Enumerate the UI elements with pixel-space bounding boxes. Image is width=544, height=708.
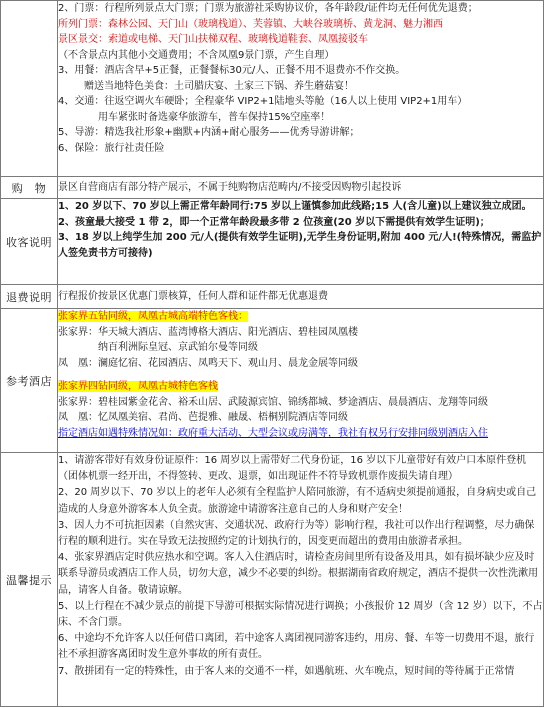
tier1-fenghuang-line: 凤 凰：澜庭忆宿、花园酒店、凤鸣天下、观山月、晨龙金展等同级 — [58, 357, 358, 369]
shopping-label: 购 物 — [1, 177, 58, 199]
tier1-zjj-cont-line: 纳百利洲际皇冠、京武铂尔曼等同级 — [98, 342, 258, 353]
refund-content — [58, 285, 544, 309]
refund-row — [1, 285, 544, 309]
hotel-substitution-note: 指定酒店如遇特殊情况如：政府重大活动、大型会议或房满等，我社有权另行安排同级别酒店入住 — [58, 427, 488, 439]
hotels-content — [58, 309, 544, 453]
transport-line: 4、交通：往返空调火车硬卧；全程豪华 VIP2+1陆地头等舱（16人以上使用 VIP2+1用车） — [58, 96, 468, 107]
guide-line: 5、导游：精选我社形象+幽默+内涵+耐心服务——优秀导游讲解； — [58, 127, 360, 138]
child-rule-line: 2、孩童最大接受 1 带 2，即一个正常年龄段最多带 2 位孩童(20 岁以下需提供有效学生证明)； — [58, 216, 490, 228]
tier2-zjj-line: 张家界：碧桂园紫金花舍、裕禾山居、武陵源宾馆、锦绣都城、梦途酒店、晨晨酒店、龙翔等同级 — [58, 396, 488, 408]
guest-intake-row — [1, 199, 544, 285]
tip-6: 6、中途均不允许客人以任何借口离团，若中途客人离团视同游客违约，用房、餐、车等一切费用不退，旅行社不承担游客离团时发生意外事故的所有责任。 — [58, 633, 535, 661]
tips-label: 温馨提示 — [1, 453, 58, 707]
tip-7: 7、散拼团有一定的特殊性，由于客人来的交通不一样，如遇航班、火车晚点，短时间的等待属于正常情 — [58, 665, 515, 677]
included-fees-label — [1, 1, 58, 177]
refund-text: 行程报价按景区优惠门票核算，任何人群和证件都无优惠退费 — [58, 290, 328, 302]
tip-5: 5、以上行程在不减少景点的前提下导游可根据实际情况进行调换；小孩报价 12 周岁（含 12 岁）以下，不占床、不含门票。 — [58, 600, 543, 629]
hotels-label: 参考酒店 — [1, 309, 58, 453]
hotels-row — [1, 309, 544, 453]
tier2-title: 张家界四钻同级，凤凰古城特色客栈 — [58, 381, 218, 392]
tip-4: 4、张家界酒店定时供应热水和空调。客人入住酒店时，请检查房间里所有设备及用具，如有损坏缺少应及时联系导游员或酒店工作人员，切勿大意，减少不必要的纠纷。根据湖南省政府规定，酒店不提供一次性洗漱用品，请客人自备。敬请谅解。 — [58, 552, 538, 596]
listed-tickets-line: 所列门票：森林公园、天门山（玻璃栈道）、芙蓉镇、大峡谷玻璃桥、黄龙洞、魅力湘西 — [58, 18, 443, 30]
shopping-row — [1, 177, 544, 199]
tip-2: 2、20 周岁以下、70 岁以上的老年人必须有全程监护人陪同旅游，有不适病史须提前通报，自身病史或自己造成的人身意外游客本人负全责。旅游途中请游客注意自己的人身和财产安全！ — [58, 487, 537, 515]
guest-intake-content — [58, 199, 544, 285]
insurance-line: 6、保险：旅行社责任险 — [58, 142, 165, 154]
tier1-title: 张家界五钻同级，凤凰古城高端特色客栈： — [58, 311, 248, 322]
tickets-line: 2、门票：行程所列景点大门票；门票为旅游社采购协议价，各年龄段/证件均无任何优先退费； — [58, 3, 478, 14]
tip-1: 1、请游客带好有效身份证原件：16 周岁以上需带好二代身份证，16 岁以下儿童带好有效户口本原件登机（团体机票一经开出，不得签转、更改、退票，如出现证件不符导致机票作废损失请自理） — [58, 455, 527, 483]
tier1-zjj-line: 张家界：华天城大酒店、蓝湾博格大酒店、阳光酒店、碧桂园凤凰楼 — [58, 326, 358, 338]
free-food-line: 赠送当地特色美食：土司腊庆宴、土家三下锅、养生蘑菇宴！ — [84, 80, 354, 92]
tips-row — [1, 453, 544, 707]
excluded-fees-line: （不含景点内其他小交通费用；不含凤凰9景门票，产生自理） — [58, 49, 335, 61]
student-rule-line: 3、18 岁以上纯学生加 200 元/人(提供有效学生证明),无学生身份证明,附加 400 元/人!(特殊情况，需监护人签免责书方可接待) — [58, 232, 542, 259]
guest-intake-label: 收客说明 — [1, 199, 58, 285]
refund-label: 退费说明 — [1, 285, 58, 309]
age-rule-line: 1、20 岁以下、70 岁以上需正常年龄同行:75 岁以上谨慎参加此线路;15 人(含儿童)以上建议独立成团。 — [58, 201, 532, 212]
tip-3: 3、因人力不可抗拒因素（自然灾害、交通状况、政府行为等）影响行程，我社可以作出行程调整，尽力确保行程的顺利进行。实在导致无法按照约定的计划执行的，因变更而超出的费用由旅游者承担。 — [58, 519, 535, 548]
tier2-fenghuang-line: 凤 凰：忆凤凰美宿、君尚、芭提雅、融晟、梧桐别院酒店等同级 — [58, 412, 348, 423]
scenic-transport-line: 景区景交：索道或电梯、天门山扶梯双程、玻璃栈道鞋套、凤凰接驳车 — [58, 34, 368, 45]
included-fees-content — [58, 1, 544, 177]
shopping-content — [58, 177, 544, 199]
shopping-text: 景区自营商店有部分特产展示，不属于纯购物店范畴内/不接受因购物引起投诉 — [58, 181, 402, 193]
included-fees-row — [1, 1, 544, 177]
meals-line: 3、用餐：酒店含早+5正餐，正餐餐标30元/人、正餐不用不退费亦不作交换。 — [58, 65, 406, 76]
tips-content — [58, 453, 544, 707]
backup-vehicle-line: 用车紧张时备选豪华旅游车，普车保持15%空座率！ — [98, 111, 331, 123]
